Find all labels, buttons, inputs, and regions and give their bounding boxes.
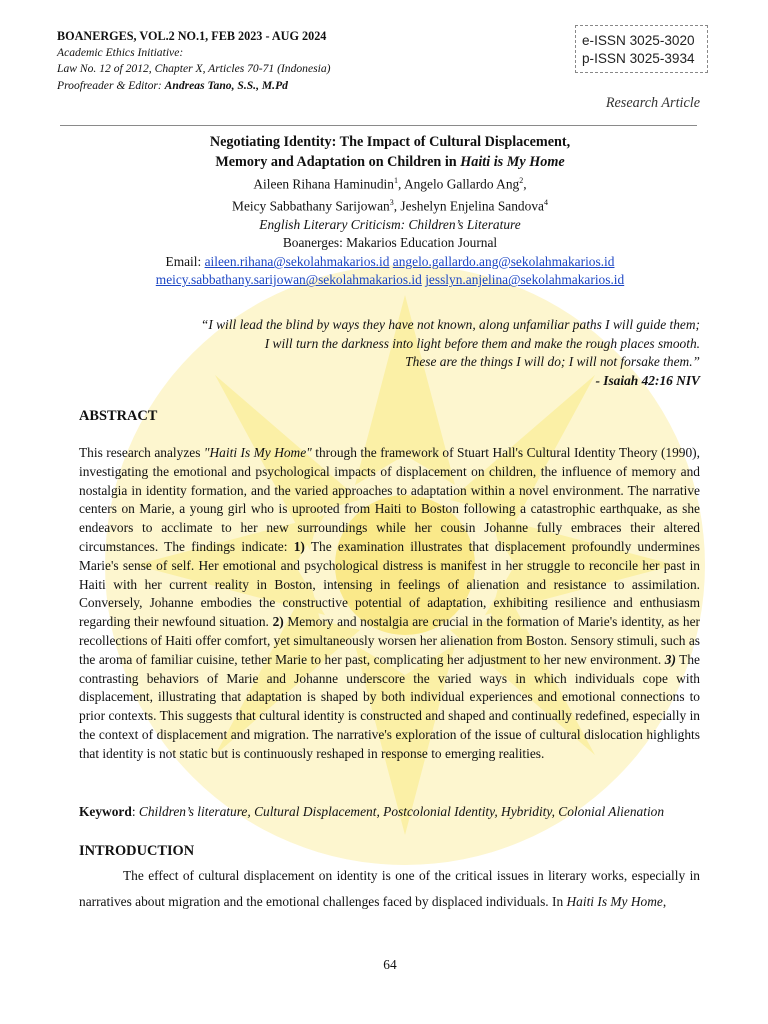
abstract-text: Memory and nostalgia are crucial in the formation of Marie's identity, as her recollections of Haiti offer comfort, yet simultaneously worsen her alienation from Boston. Sensory stimuli, such as the aroma of familiar cuisine, tether Marie to her past, complicating her adjustment to her new environment. (79, 614, 700, 667)
author-2-sup: 2 (519, 176, 524, 185)
editor-name: Andreas Tano, S.S., M.Pd (164, 78, 288, 92)
title-book: Haiti is My Home (460, 154, 565, 170)
introduction-heading: INTRODUCTION (79, 843, 195, 859)
author-sep: , (393, 198, 401, 214)
finding-number: 2) (272, 614, 284, 630)
page-number: 64 (383, 957, 397, 972)
issn-box (575, 25, 708, 73)
author-4-sup: 4 (543, 197, 548, 207)
introduction-body (79, 863, 700, 915)
ethics-initiative: Academic Ethics Initiative: (57, 45, 184, 59)
journal-title: BOANERGES, VOL.2 NO.1, FEB 2023 - AUG 2024 (57, 29, 327, 43)
email-link-4[interactable]: jesslyn.anjelina@sekolahmakarios.id (425, 272, 625, 288)
email-link-2[interactable]: angelo.gallardo.ang@sekolahmakarios.id (392, 253, 615, 269)
header-divider (60, 125, 697, 126)
keyword-list: Children’s literature, Cultural Displacement, Postcolonial Identity, Hybridity, Colonial Alienation (138, 804, 665, 819)
intro-text: The effect of cultural displacement on identity is one of the critical issues in literary works, especially in narratives about migration and the emotional challenges faced by displaced individuals. In (79, 868, 700, 909)
author-sep: , (397, 176, 404, 192)
abstract-text: This research analyzes (79, 445, 204, 460)
law-reference: Law No. 12 of 2012, Chapter X, Articles 70-71 (Indonesia) (57, 62, 331, 75)
pissn: p-ISSN 3025-3934 (582, 51, 695, 66)
finding-number: 1) (293, 538, 305, 554)
title-block (60, 132, 720, 290)
title-prefix: Memory and Adaptation on Children in (215, 154, 461, 170)
abstract-text: The contrasting behaviors of Marie and Johanne underscore the varied ways in which individuals cope with displacement, illustrating that adaptation is shaped by both individual experiences and emotional connections to prior contexts. This suggests that cultural identity is constructed and shaped and continually redefined, especially in the context of displacement and migration. The narrative's exploration of the issue of cultural dislocation highlights that identity is not static but is continuously reshaped in response to emerging realities. (79, 651, 700, 761)
paper-title-line-1: Negotiating Identity: The Impact of Cultural Displacement, (209, 134, 571, 150)
article-type: Research Article (605, 95, 700, 111)
author-4: Jeshelyn Enjelina Sandova (400, 198, 544, 214)
author-1: Aileen Rihana Haminudin (253, 176, 394, 192)
author-2: Angelo Gallardo Ang (403, 176, 520, 192)
keywords (79, 804, 700, 820)
authors-line-1 (60, 172, 720, 194)
email-line-2 (60, 271, 720, 290)
epigraph-line-3: These are the things I will do; I will not forsake them.” (405, 354, 700, 369)
affiliation: Boanerges: Makarios Education Journal (282, 235, 498, 251)
author-1-sup: 1 (393, 176, 398, 185)
journal-header (57, 28, 477, 94)
epigraph-line-1: “I will lead the blind by ways they have not known, along unfamiliar paths I will guide them; (200, 317, 700, 332)
eissn: e-ISSN 3025-3020 (582, 33, 695, 48)
epigraph-source: - Isaiah 42:16 NIV (595, 372, 700, 388)
email-link-1[interactable]: aileen.rihana@sekolahmakarios.id (204, 253, 390, 269)
intro-book-title: Haiti Is My Home (566, 894, 663, 909)
intro-text: , (662, 894, 667, 909)
paper-title-line-2 (60, 152, 720, 172)
abstract-body (79, 444, 700, 764)
epigraph-line-2: I will turn the darkness into light before them and make the rough places smooth. (264, 335, 700, 351)
email-link-3[interactable]: meicy.sabbathany.sarijowan@sekolahmakarios.id (155, 272, 422, 288)
abstract-text: through the framework of Stuart Hall's Cultural Identity Theory (1990), investigating the emotional and psychological impacts of displacement on children, the influence of memory and nostalgia in identity formation, and the varied approaches to adaptation within a novel environment. The narrative centers on Marie, a young girl who is uprooted from Haiti to Boston following a catastrophic earthquake, as she endeavors to acclimate to her new surroundings while her cousin Johanne fully embraces their altered circumstances. The findings indicate: (79, 445, 700, 554)
email-label: Email: (165, 253, 205, 269)
research-field: English Literary Criticism: Children’s Literature (259, 216, 521, 232)
editor-line (57, 78, 477, 95)
abstract-text: The examination illustrates that displacement profoundly undermines Marie's sense of self. Her emotional and psychological distress is manifest in her struggle to reconcile her past in Haiti with her current reality in Boston, intensing in feelings of alienation and resistance to assimilation. Conversely, Johanne embodies the constructive potential of adaptation, exhibiting resilience and enthusiasm regarding their newfound situation. (79, 538, 700, 630)
abstract-heading: ABSTRACT (79, 408, 158, 424)
authors-line-2 (60, 194, 720, 216)
author-3-sup: 3 (389, 197, 394, 207)
author-3: Meicy Sabbathany Sarijowan (232, 198, 390, 214)
finding-number: 3) (664, 651, 676, 667)
email-line-1 (60, 253, 720, 272)
epigraph (120, 316, 700, 390)
editor-label: Proofreader & Editor: (57, 78, 165, 92)
author-sep: , (523, 176, 527, 192)
keyword-label: Keyword (79, 804, 132, 819)
abstract-book-title: "Haiti Is My Home" (203, 445, 312, 460)
keyword-sep: : (131, 804, 139, 819)
